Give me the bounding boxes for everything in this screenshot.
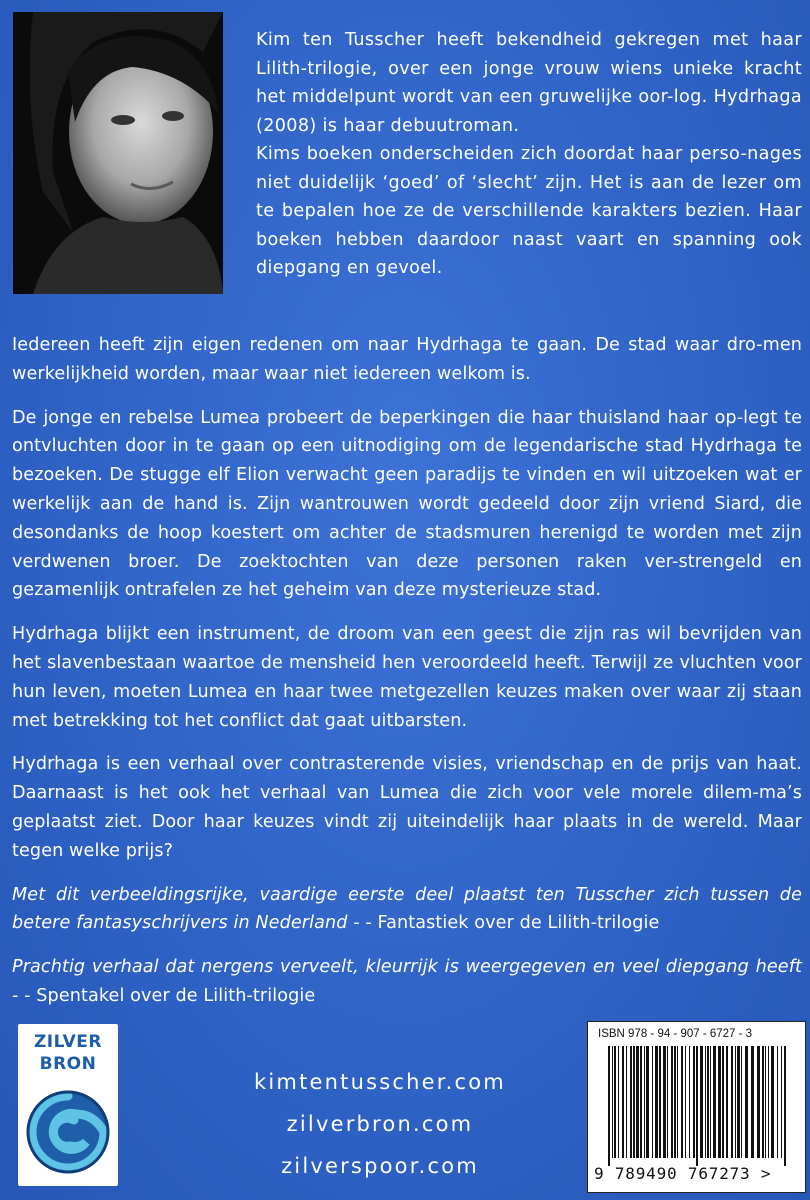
blurb-paragraph-3: Hydrhaga blijkt een instrument, de droom van een geest die zijn ras wil bevrijden van het slavenbestaan waartoe de mensheid hen veroordeeld heeft. Terwijl ze vluchten voor hun leven, moeten Lumea en haar twee metgezellen keuzes maken over waar zij staan met betrekking tot het conflict dat gaat uitbarsten. (12, 624, 802, 731)
barcode-bar (741, 1046, 742, 1158)
barcode-bars (594, 1046, 799, 1166)
barcode-bar (710, 1046, 711, 1158)
barcode-bar (781, 1046, 782, 1158)
author-photo (13, 12, 223, 294)
barcode-bar (751, 1046, 754, 1158)
swirl-icon (24, 1084, 112, 1180)
url-zilverbron: zilverbron.com (286, 1112, 474, 1136)
barcode-bar (659, 1046, 661, 1158)
barcode-bar (677, 1046, 678, 1158)
barcode-bar (685, 1046, 686, 1158)
barcode-bar (630, 1046, 632, 1158)
barcode-bar (626, 1046, 627, 1158)
barcode-bar (707, 1046, 709, 1158)
url-kimtentusscher: kimtentusscher.com (254, 1070, 506, 1094)
barcode-bar (771, 1046, 774, 1158)
barcode-bar (640, 1046, 642, 1158)
bio-paragraph-1: Kim ten Tusscher heeft bekendheid gekregen met haar Lilith-trilogie, over een jonge vrouw wiens unieke kracht het middelpunt wordt van een gruwelijke oor-log. Hydrhaga (2008) is haar debuutroman. (256, 30, 802, 136)
barcode-bar (745, 1046, 748, 1158)
barcode-bar (768, 1046, 769, 1158)
barcode-bar (633, 1046, 635, 1158)
barcode-bar (674, 1046, 676, 1158)
barcode-bar (614, 1046, 616, 1158)
url-zilverspoor: zilverspoor.com (281, 1154, 479, 1178)
barcode-bar (681, 1046, 683, 1158)
barcode-bar (705, 1046, 706, 1158)
barcode-digits: 9 789490 767273 > (594, 1164, 772, 1183)
barcode-bar (731, 1046, 733, 1158)
quote-text: Prachtig verhaal dat nergens verveelt, kleurrijk is weergegeven en veel diepgang heeft (12, 957, 802, 978)
barcode-bar (737, 1046, 740, 1158)
logo-line-1: ZILVER (33, 1032, 102, 1052)
quote-source: - - Spentakel over de Lilith-trilogie (12, 985, 316, 1006)
barcode-bar (608, 1046, 610, 1166)
barcode-bar (726, 1046, 728, 1158)
barcode-bar (765, 1046, 766, 1158)
review-quote-2 (12, 953, 802, 1011)
quote-source: - - Fantastiek over de Lilith-trilogie (347, 913, 660, 934)
barcode-bar (700, 1046, 703, 1158)
barcode-bar (718, 1046, 721, 1158)
logo-line-2: BRON (39, 1054, 97, 1074)
barcode-bar (663, 1046, 666, 1158)
barcode-bar (713, 1046, 716, 1158)
barcode-bar (667, 1046, 668, 1158)
isbn-barcode (587, 1021, 806, 1193)
barcode-bar (693, 1046, 695, 1158)
barcode-bar (722, 1046, 724, 1158)
barcode-bar (696, 1046, 698, 1166)
barcode-bar (644, 1046, 645, 1158)
blurb-paragraph-2: De jonge en rebelse Lumea probeert de beperkingen die haar thuisland haar op-legt te ontvluchten door in te gaan op een uitnodiging om de legendarische stad Hydrhaga te bezoeken. De stugge elf Elion verwacht geen paradijs te vinden en wil uitzoeken wat er werkelijk aan de hand is. Zijn wantrouwen wordt gedeeld door zijn vriend Siard, die desondanks de hoop koestert om achter de stadsmuren herenigd te worden met zijn verdwenen broer. De zoektochten van deze personen raken ver-strengeld en gezamenlijk ontrafelen ze het geheim van deze mysterieuze stad. (12, 407, 802, 601)
barcode-bar (655, 1046, 658, 1158)
barcode-bar (762, 1046, 764, 1158)
barcode-bar (646, 1046, 649, 1158)
barcode-bar (622, 1046, 624, 1158)
barcode-bar (784, 1046, 786, 1166)
barcode-bar (777, 1046, 778, 1158)
bio-paragraph-2: Kims boeken onderscheiden zich doordat haar perso-nages niet duidelijk ‘goed’ of ‘slecht’ zijn. Het is aan de lezer om te bepalen hoe ze de verschillende karakters bezien. Haar boeken hebben daardoor naast vaart en spanning ook diepgang en gevoel. (256, 144, 802, 278)
author-bio (256, 26, 802, 283)
barcode-bar (636, 1046, 639, 1158)
blurb-paragraph-1: Iedereen heeft zijn eigen redenen om naar Hydrhaga te gaan. De stad waar dro-men werkelijkheid worden, maar waar niet iedereen welkom is. (12, 335, 802, 384)
publisher-logo (18, 1024, 118, 1186)
barcode-bar (735, 1046, 736, 1158)
barcode-bar (671, 1046, 673, 1158)
blurb-paragraph-4: Hydrhaga is een verhaal over contrasterende visies, vriendschap en de prijs van haat. Daarnaast is het ook het verhaal van Lumea die zich voor vele morele dilem-ma’s geplaatst ziet. Door haar keuzes vindt zij uiteindelijk haar plaats in de wereld. Maar tegen welke prijs? (12, 754, 802, 861)
barcode-bar (757, 1046, 760, 1158)
barcode-bar (689, 1046, 690, 1158)
quote-text: Met dit verbeeldingsrijke, vaardige eerste deel plaatst ten Tusscher zich tussen de betere fantasyschrijvers in Nederland (12, 884, 802, 934)
blurb (12, 331, 802, 1026)
barcode-bar (652, 1046, 653, 1158)
barcode-bar (618, 1046, 619, 1158)
isbn-label: ISBN 978 - 94 - 907 - 6727 - 3 (598, 1028, 753, 1040)
review-quote-1 (12, 881, 802, 939)
barcode-bar (612, 1046, 613, 1158)
